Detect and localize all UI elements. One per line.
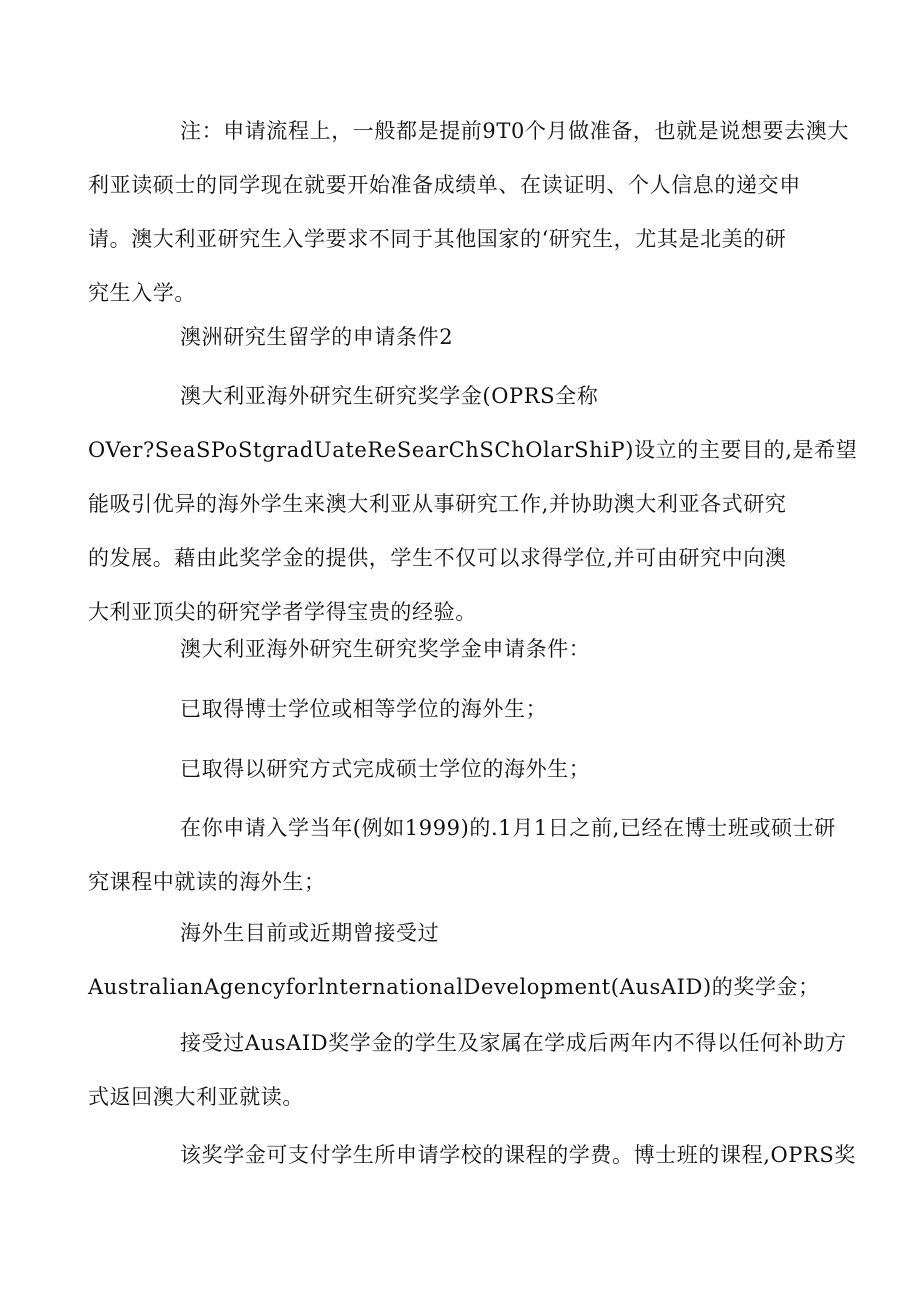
text-line: 澳大利亚海外研究生研究奖学金申请条件： xyxy=(180,637,591,661)
condition-item xyxy=(134,742,789,796)
text-line: AustralianAgencyforlnternationalDevelopment(AusAID)的奖学金； xyxy=(88,975,820,999)
text-line: 究生入学。 xyxy=(88,281,196,305)
text-line: 澳洲研究生留学的申请条件2 xyxy=(180,325,454,349)
text-line: 澳大利亚海外研究生研究奖学金(OPRS全称 xyxy=(180,384,599,408)
text-line: 接受过AusAID奖学金的学生及家属在学成后两年内不得以任何补助方 xyxy=(180,1031,847,1055)
section-heading xyxy=(134,310,789,364)
text-line: 的发展。藉由此奖学金的提供，学生不仅可以求得学位,并可由研究中向澳 xyxy=(88,546,787,570)
condition-item xyxy=(88,1016,847,1124)
condition-item xyxy=(134,682,789,736)
text-line: 该奖学金可支付学生所申请学校的课程的学费。博士班的课程,OPRS奖 xyxy=(180,1143,857,1167)
tuition-paragraph xyxy=(134,1128,857,1182)
text-line: 在你申请入学当年(例如1999)的.1月1日之前,已经在博士班或硕士研 xyxy=(180,816,836,840)
text-line: 利亚读硕士的同学现在就要开始准备成绩单、在读证明、个人信息的递交申 xyxy=(88,173,801,197)
condition-item xyxy=(88,801,836,909)
conditions-heading xyxy=(134,622,789,676)
text-line: 请。澳大利亚研究生入学要求不同于其他国家的‘研究生，尤其是北美的研 xyxy=(88,227,787,251)
text-line: 注：申请流程上，一般都是提前9T0个月做准备，也就是说想要去澳大 xyxy=(180,119,849,143)
text-line: 海外生目前或近期曾接受过 xyxy=(180,921,440,945)
text-line: 究课程中就读的海外生； xyxy=(88,870,326,894)
text-line: 式返回澳大利亚就读。 xyxy=(88,1085,304,1109)
text-line: 大利亚顶尖的研究学者学得宝贵的经验。 xyxy=(88,600,477,624)
text-line: 能吸引优异的海外学生来澳大利亚从事研究工作,并协助澳大利亚各式研究 xyxy=(88,492,787,516)
text-line: 已取得博士学位或相等学位的海外生； xyxy=(180,697,548,721)
text-line: OVer?SeaSPoStgradUateReSearChSChOlarShiP)设立的主要目的,是希望 xyxy=(88,438,858,462)
condition-item xyxy=(88,906,820,1014)
note-paragraph xyxy=(88,104,849,320)
scholarship-intro-paragraph xyxy=(88,369,858,639)
text-line: 已取得以研究方式完成硕士学位的海外生； xyxy=(180,757,591,781)
